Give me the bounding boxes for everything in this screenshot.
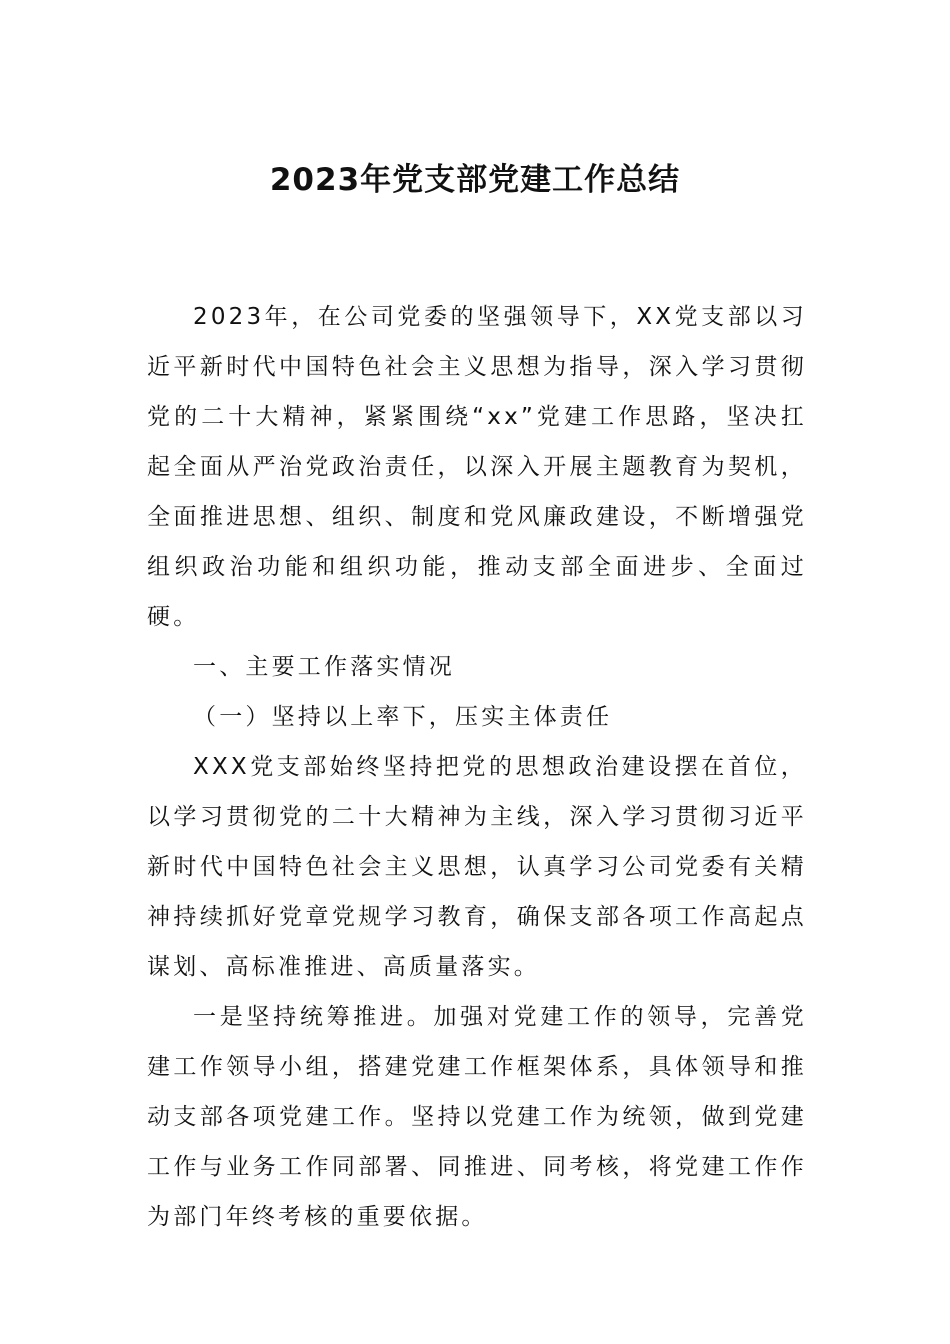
document-body <box>147 292 807 1242</box>
intro-paragraph: 2023年，在公司党委的坚强领导下，XX党支部以习近平新时代中国特色社会主义思想为指导，深入学习贯彻党的二十大精神，紧紧围绕“xx”党建工作思路，坚决扛起全面从严治党政治责任，以深入开展主题教育为契机，全面推进思想、组织、制度和党风廉政建设，不断增强党组织政治功能和组织功能，推动支部全面进步、全面过硬。 <box>147 304 807 630</box>
section-heading: 一、主要工作落实情况 <box>193 654 455 680</box>
body-paragraph: XXX党支部始终坚持把党的思想政治建设摆在首位，以学习贯彻党的二十大精神为主线，深入学习贯彻习近平新时代中国特色社会主义思想，认真学习公司党委有关精神持续抓好党章党规学习教育，确保支部各项工作高起点谋划、高标准推进、高质量落实。 <box>147 754 807 980</box>
subsection-heading: （一）坚持以上率下，压实主体责任 <box>193 704 613 730</box>
body-paragraph: 一是坚持统筹推进。加强对党建工作的领导，完善党建工作领导小组，搭建党建工作框架体系，具体领导和推动支部各项党建工作。坚持以党建工作为统领，做到党建工作与业务工作同部署、同推进、同考核，将党建工作作为部门年终考核的重要依据。 <box>147 1004 807 1230</box>
document-title: 2023年党支部党建工作总结 <box>269 162 681 198</box>
